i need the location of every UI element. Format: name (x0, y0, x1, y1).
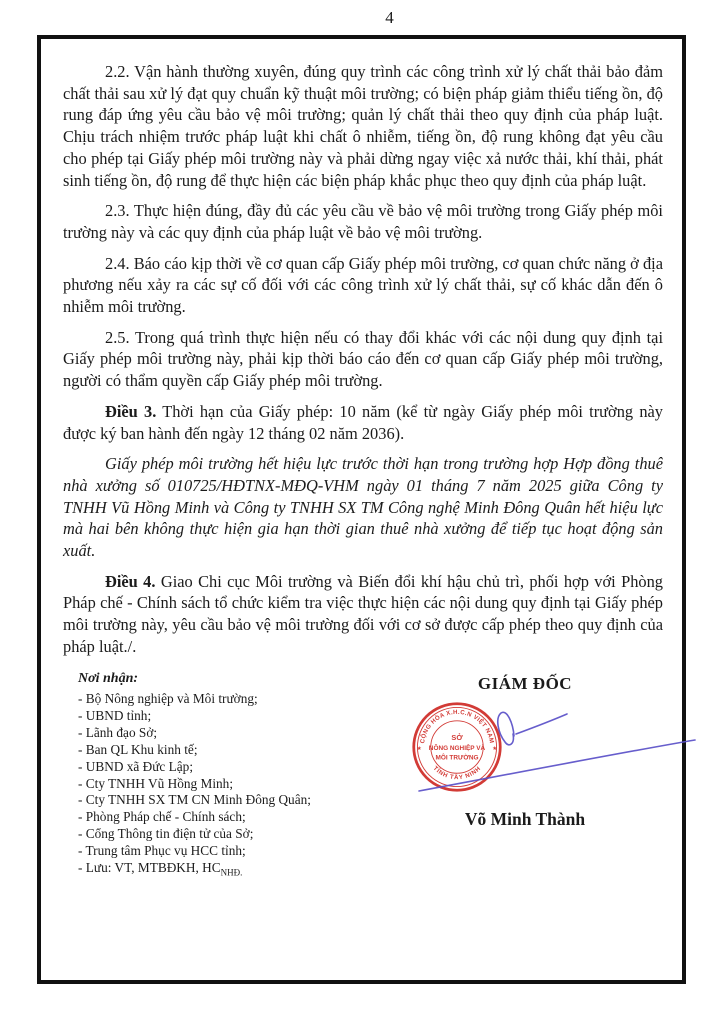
document-body (41, 39, 682, 658)
paragraph-termination-clause: Giấy phép môi trường hết hiệu lực trước thời hạn trong trường hợp Hợp đồng thuê nhà xưởng số 010725/HĐTNX-MĐQ-VHM ngày 01 tháng 7 năm 2025 giữa Công ty TNHH Vũ Hồng Minh và Công ty TNHH SX TM Công nghệ Minh Đông Quân hết hiệu lực mà hai bên không thực hiện gia hạn thời gian thuê nhà xưởng để tiếp tục hoạt động sản xuất. (63, 454, 663, 561)
paragraph-2-5: 2.5. Trong quá trình thực hiện nếu có thay đổi khác với các nội dung quy định tại Giấy phép môi trường này, phải kịp thời báo cáo đến cơ quan cấp Giấy phép môi trường, người có thẩm quyền cấp Giấy phép môi trường. (63, 327, 663, 391)
paragraph-2-2: 2.2. Vận hành thường xuyên, đúng quy trình các công trình xử lý chất thải bảo đảm chất thải sau xử lý đạt quy chuẩn kỹ thuật môi trường; có biện pháp giảm thiểu tiếng ồn, độ rung đáp ứng yêu cầu bảo vệ môi trường; quản lý chất thải theo quy định của pháp luật. Chịu trách nhiệm trước pháp luật khi chất ô nhiễm, tiếng ồn, độ rung không đạt yêu cầu cho phép tại Giấy phép môi trường này và phải dừng ngay việc xả nước thải, khí thải, phát sinh tiếng ồn, độ rung để thực hiện các biện pháp khắc phục theo quy định của pháp luật. (63, 62, 663, 190)
recipient-item: - Bộ Nông nghiệp và Môi trường; (78, 691, 258, 706)
dieu-3-label: Điều 3. (105, 401, 157, 421)
recipient-item: - UBND tỉnh; (78, 707, 152, 723)
recipients-title: Nơi nhận: (78, 671, 139, 686)
stamp-star-right-icon: ★ (492, 746, 498, 753)
recipient-item: - Cty TNHH Vũ Hồng Minh; (78, 775, 234, 791)
page-number: 4 (385, 8, 394, 27)
recipient-item: - Trung tâm Phục vụ HCC tỉnh; (78, 843, 246, 859)
signature-stroke-loop (498, 712, 514, 745)
recipient-item-luu (78, 860, 398, 877)
luu-text: - Lưu: VT, MTBĐKH, HC (78, 860, 221, 876)
stamp-line3: MÔI TRƯỜNG (435, 754, 479, 762)
stamp-arc-top-text: CỘNG HÒA X.H.C.N VIỆT NAM (420, 709, 494, 744)
recipient-item: - Lãnh đạo Sở; (78, 724, 158, 740)
signer-name: Võ Minh Thành (464, 809, 586, 829)
luu-subscript: NHĐ. (220, 867, 243, 878)
recipient-item: - Cổng Thông tin điện tử của Sở; (78, 826, 254, 842)
paragraph-dieu-3 (63, 401, 663, 444)
recipient-item: - Cty TNHH SX TM CN Minh Đông Quân; (78, 792, 311, 808)
handwritten-signature (395, 700, 700, 800)
recipient-item: - Ban QL Khu kinh tế; (78, 741, 198, 757)
recipients-block (78, 671, 398, 877)
signer-title: GIÁM ĐỐC (477, 674, 573, 693)
stamp-line2: NÔNG NGHIỆP VÀ (428, 744, 486, 752)
paragraph-2-3: 2.3. Thực hiện đúng, đầy đủ các yêu cầu về bảo vệ môi trường trong Giấy phép môi trường này và các quy định của pháp luật về bảo vệ môi trường. (63, 201, 663, 242)
recipient-item: - UBND xã Đức Lập; (78, 758, 194, 774)
paragraph-dieu-4 (63, 571, 663, 658)
dieu-4-text: Giao Chi cục Môi trường và Biến đổi khí hậu chủ trì, phối hợp với Phòng Pháp chế - Chính sách tổ chức kiểm tra việc thực hiện các nội dung quy định tại Giấy phép môi trường này, yêu cầu bảo vệ môi trường đối với cơ sở được cấp phép theo quy định của pháp luật./. (63, 571, 663, 656)
signature-stroke-upper (516, 714, 567, 734)
dieu-4-label: Điều 4. (105, 571, 156, 591)
stamp-arc-bottom-text: TỈNH TÂY NINH (431, 765, 483, 782)
stamp-star-left-icon: ★ (416, 746, 422, 753)
paragraph-2-4: 2.4. Báo cáo kịp thời về cơ quan cấp Giấy phép môi trường, cơ quan chức năng ở địa phương nếu xảy ra các sự cố đối với các công trình xử lý chất thải, sự cố khác dẫn đến ô nhiễm môi trường. (63, 253, 663, 317)
recipient-item: - Phòng Pháp chế - Chính sách; (78, 809, 246, 825)
dieu-3-text: Thời hạn của Giấy phép: 10 năm (kể từ ngày Giấy phép môi trường này được ký ban hành đến ngày 12 tháng 02 năm 2036). (63, 401, 663, 443)
stamp-line1: SỞ (451, 733, 463, 743)
signature-stroke-long (416, 740, 695, 791)
